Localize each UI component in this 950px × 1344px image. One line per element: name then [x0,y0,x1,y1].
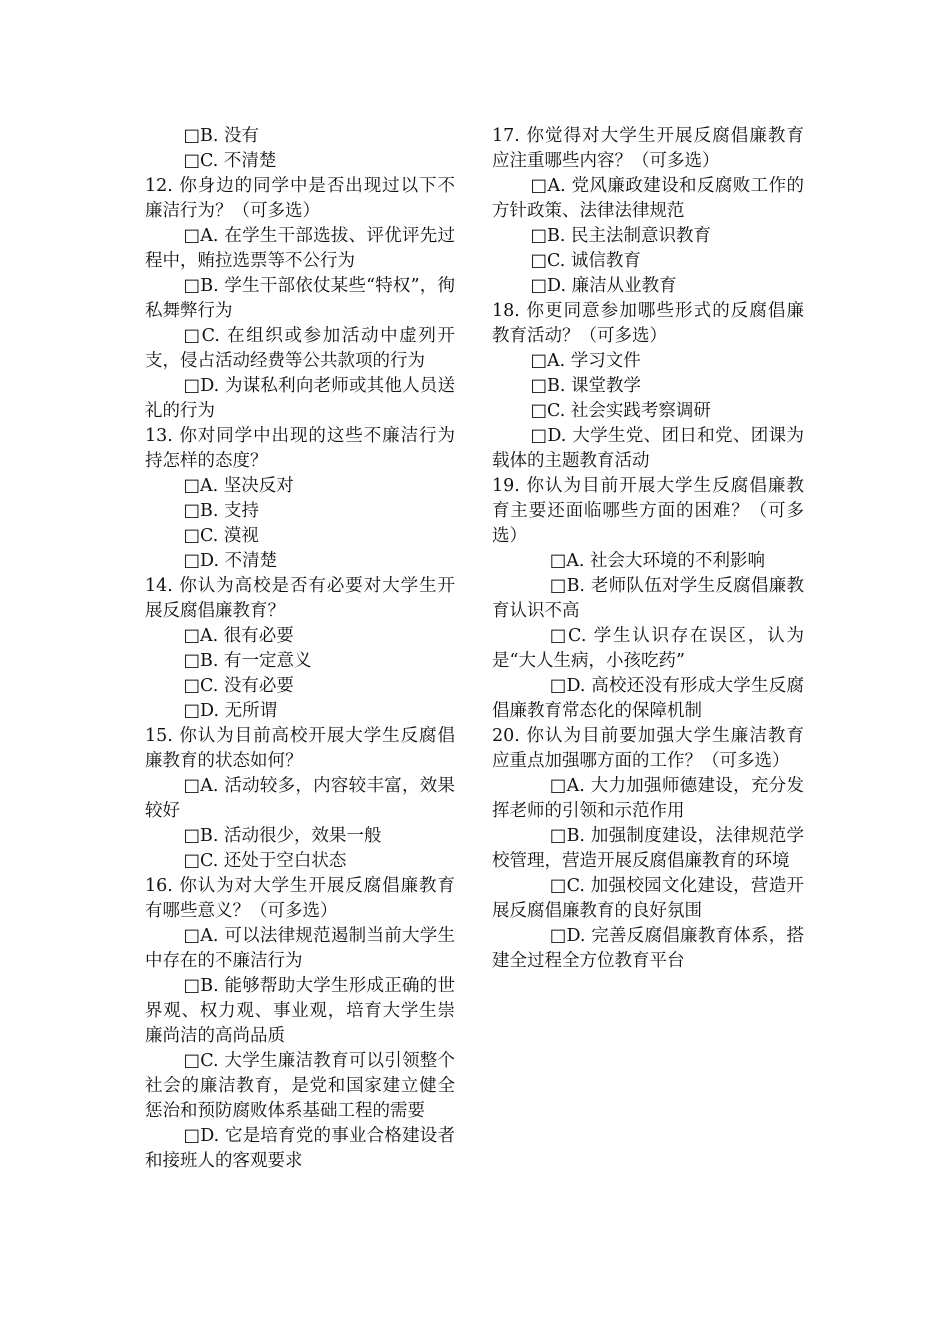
q19-option-a: □A. 社会大环境的不利影响 [549,551,766,571]
q18-option-d: □D. 大学生党、团日和党、团课为载体的主题教育活动 [492,426,804,471]
q17-option-a: □A. 党风廉政建设和反腐败工作的方针政策、法律法律规范 [492,176,804,221]
q12-option-d: □D. 为谋私利向老师或其他人员送礼的行为 [145,376,455,421]
question-12: 12. 你身边的同学中是否出现过以下不廉洁行为？（可多选） [145,176,455,221]
q14-option-d: □D. 无所谓 [183,701,278,721]
question-15: 15. 你认为目前高校开展大学生反腐倡廉教育的状态如何？ [145,726,455,771]
q16-option-d: □D. 它是培育党的事业合格建设者和接班人的客观要求 [145,1126,455,1171]
q15-option-c: □C. 还处于空白状态 [183,851,347,871]
q13-option-a: □A. 坚决反对 [183,476,294,496]
right-column [492,124,804,974]
q14-option-a: □A. 很有必要 [183,626,294,646]
q19-option-d: □D. 高校还没有形成大学生反腐倡廉教育常态化的保障机制 [492,676,804,721]
q16-option-a: □A. 可以法律规范遏制当前大学生中存在的不廉洁行为 [145,926,455,971]
q20-option-b: □B. 加强制度建设，法律规范学校管理，营造开展反腐倡廉教育的环境 [492,826,804,871]
question-17: 17. 你觉得对大学生开展反腐倡廉教育应注重哪些内容？（可多选） [492,126,804,171]
q19-option-c: □C. 学生认识存在误区，认为是“大人生病，小孩吃药” [492,626,804,671]
q17-option-b: □B. 民主法制意识教育 [530,226,712,246]
q16-option-b: □B. 能够帮助大学生形成正确的世界观、权力观、事业观，培育大学生崇廉尚洁的高尚品质 [145,976,455,1046]
q13-option-c: □C. 漠视 [183,526,259,546]
q16-option-c: □C. 大学生廉洁教育可以引领整个社会的廉洁教育，是党和国家建立健全惩治和预防腐败体系基础工程的需要 [145,1051,455,1121]
q15-option-b: □B. 活动很少，效果一般 [183,826,382,846]
q20-option-a: □A. 大力加强师德建设，充分发挥老师的引领和示范作用 [492,776,804,821]
q12-option-c: □C. 在组织或参加活动中虚列开支，侵占活动经费等公共款项的行为 [145,326,455,371]
q20-option-d: □D. 完善反腐倡廉教育体系，搭建全过程全方位教育平台 [492,926,804,971]
q18-option-b: □B. 课堂教学 [530,376,642,396]
question-16: 16. 你认为对大学生开展反腐倡廉教育有哪些意义？（可多选） [145,876,455,921]
q11-option-c: □C. 不清楚 [183,151,277,171]
question-20: 20. 你认为目前要加强大学生廉洁教育应重点加强哪方面的工作？（可多选） [492,726,804,771]
q13-option-d: □D. 不清楚 [183,551,278,571]
q17-option-c: □C. 诚信教育 [530,251,641,271]
q19-option-b: □B. 老师队伍对学生反腐倡廉教育认识不高 [492,576,804,621]
q14-option-c: □C. 没有必要 [183,676,294,696]
q15-option-a: □A. 活动较多，内容较丰富，效果较好 [145,776,455,821]
q18-option-c: □C. 社会实践考察调研 [530,401,711,421]
q20-option-c: □C. 加强校园文化建设，营造开展反腐倡廉教育的良好氛围 [492,876,804,921]
q13-option-b: □B. 支持 [183,501,260,521]
question-18: 18. 你更同意参加哪些形式的反腐倡廉教育活动？（可多选） [492,301,804,346]
q12-option-b: □B. 学生干部依仗某些“特权”，徇私舞弊行为 [145,276,455,321]
q18-option-a: □A. 学习文件 [530,351,641,371]
question-13: 13. 你对同学中出现的这些不廉洁行为持怎样的态度？ [145,426,455,471]
q14-option-b: □B. 有一定意义 [183,651,312,671]
left-column [145,124,455,1174]
question-19: 19. 你认为目前开展大学生反腐倡廉教育主要还面临哪些方面的困难？（可多选） [492,476,804,546]
q17-option-d: □D. 廉洁从业教育 [530,276,677,296]
q11-option-b: □B. 没有 [183,126,260,146]
question-14: 14. 你认为高校是否有必要对大学生开展反腐倡廉教育？ [145,576,455,621]
q12-option-a: □A. 在学生干部选拔、评优评先过程中，贿拉选票等不公行为 [145,226,455,271]
